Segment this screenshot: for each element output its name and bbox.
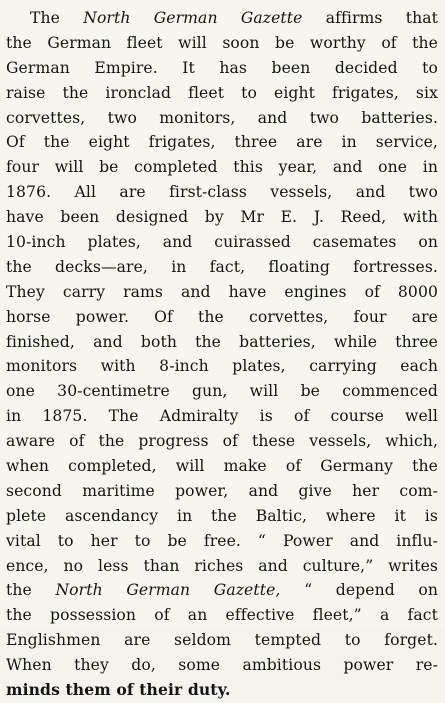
text-line-3: German Empire. It has been decided to bbox=[6, 58, 438, 77]
text-line-16: one 30-centimetre gun, will be commenced bbox=[6, 382, 438, 401]
text-line-24: the North German Gazette, “ depend on bbox=[6, 581, 439, 600]
text-line-25: the possession of an effective fleet,” a fact bbox=[6, 606, 438, 625]
text-line-11: the decks—are, in fact, floating fortresses. bbox=[6, 257, 438, 276]
text-line-2: the German fleet will soon be worthy of the bbox=[6, 33, 438, 52]
text-line-14: finished, and both the batteries, while three bbox=[6, 332, 438, 351]
text-line-5: corvettes, two monitors, and two batteries. bbox=[6, 108, 438, 127]
text-line-8: 1876. All are first-class vessels, and two bbox=[6, 183, 438, 202]
text-line-4: raise the ironclad fleet to eight frigates, six bbox=[6, 83, 438, 102]
text-line-23: ence, no less than riches and culture,” writes bbox=[6, 556, 438, 575]
text-line-22: vital to her to be free. “ Power and influ- bbox=[6, 531, 438, 550]
text-line-20: second maritime power, and give her com- bbox=[6, 481, 438, 500]
text-line-27: When they do, some ambitious power re- bbox=[6, 656, 438, 675]
text-line-9: have been designed by Mr E. J. Reed, with bbox=[6, 208, 438, 227]
publication-title: North German Gazette bbox=[83, 9, 303, 27]
publication-title: North German Gazette, bbox=[55, 581, 281, 600]
text-line-17: in 1875. The Admiralty is of course well bbox=[6, 407, 438, 426]
text-line-12: They carry rams and have engines of 8000 bbox=[6, 282, 438, 301]
text-line-1: The North German Gazette affirms that bbox=[30, 9, 438, 27]
text-line-15: monitors with 8-inch plates, carrying each bbox=[6, 357, 438, 376]
text-line-18: aware of the progress of these vessels, which, bbox=[6, 432, 438, 451]
text-line-28: minds them of their duty. bbox=[6, 680, 231, 700]
text-line-13: horse power. Of the corvettes, four are bbox=[6, 307, 438, 326]
text-line-10: 10-inch plates, and cuirassed casemates on bbox=[6, 233, 438, 252]
text-line-6: Of the eight frigates, three are in service, bbox=[6, 133, 438, 152]
text-line-19: when completed, will make of Germany the bbox=[6, 457, 438, 476]
text-line-21: plete ascendancy in the Baltic, where it is bbox=[6, 506, 438, 525]
text-line-7: four will be completed this year, and one in bbox=[6, 158, 438, 177]
text-line-26: Englishmen are seldom tempted to forget. bbox=[6, 631, 438, 650]
